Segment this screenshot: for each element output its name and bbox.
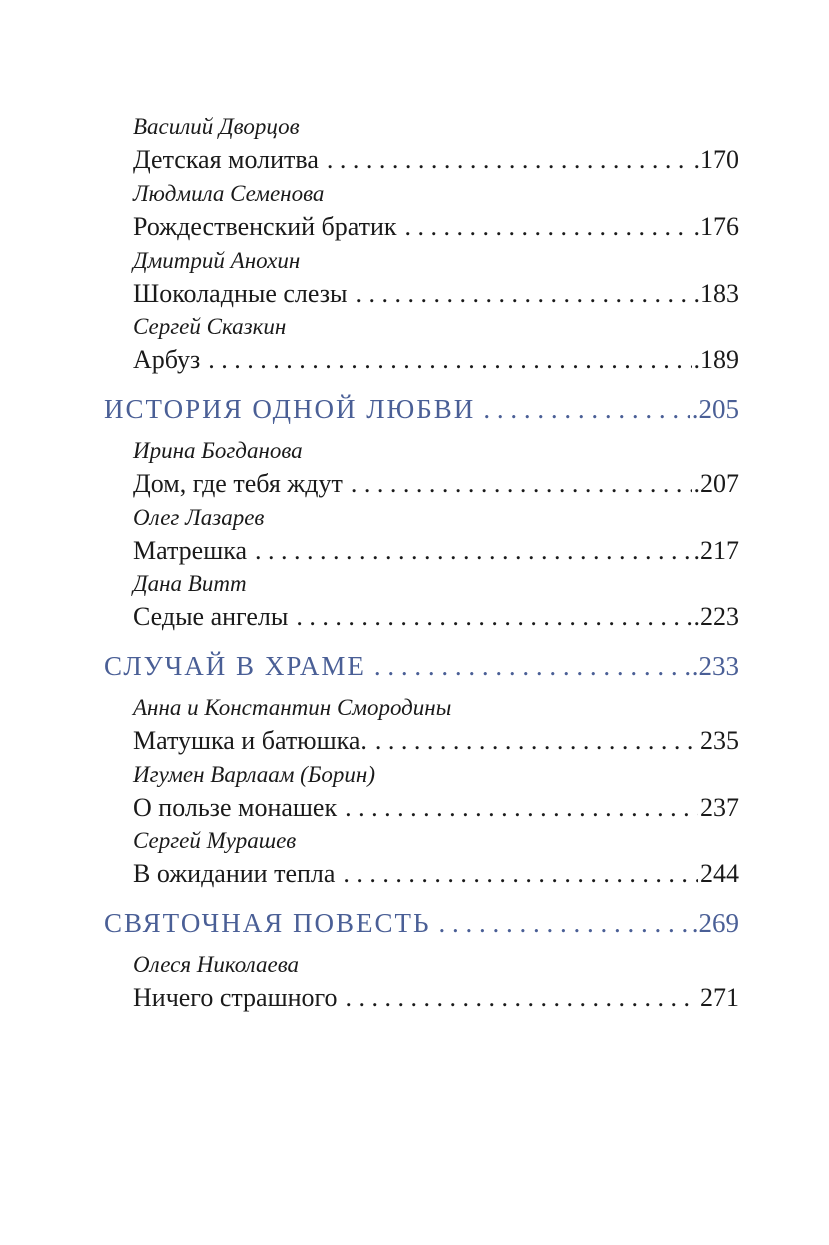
dot-leader [351, 469, 692, 499]
author-text: Олег Лазарев [133, 505, 265, 530]
entry-title: В ожидании тепла [133, 859, 336, 888]
page-number: .176 [693, 212, 739, 241]
author-text: Людмила Семенова [133, 181, 325, 206]
section-heading[interactable] [104, 394, 739, 425]
toc-entry[interactable] [133, 602, 739, 632]
entry-title: Ничего страшного [133, 983, 338, 1012]
dot-leader [208, 345, 691, 375]
toc-entry[interactable] [133, 983, 739, 1013]
author-text: Ирина Богданова [133, 438, 303, 463]
page-number: .170 [693, 145, 739, 174]
author-name [133, 828, 296, 854]
author-name [133, 695, 451, 721]
page-number: 237 [700, 793, 739, 822]
author-name [133, 505, 264, 531]
page-number: .205 [691, 394, 739, 424]
dot-leader [374, 651, 690, 682]
section-title: ИСТОРИЯ ОДНОЙ ЛЮБВИ [104, 394, 476, 424]
dot-leader [346, 983, 698, 1013]
entry-title: Детская молитва [133, 145, 319, 174]
page-number: .207 [693, 469, 739, 498]
entry-title: Рождественский братик [133, 212, 397, 241]
toc-entry[interactable] [133, 793, 739, 823]
toc-entry[interactable] [133, 345, 739, 375]
toc-entry[interactable] [133, 145, 739, 175]
dot-leader [345, 793, 698, 823]
section-heading[interactable] [104, 908, 739, 939]
page-number: .233 [691, 651, 739, 681]
entry-title: Седые ангелы [133, 602, 289, 631]
dot-leader [343, 859, 698, 889]
toc-entry[interactable] [133, 212, 739, 242]
dot-leader [438, 908, 689, 939]
toc-entry[interactable] [133, 469, 739, 499]
dot-leader [405, 212, 692, 242]
page-number: .183 [693, 279, 739, 308]
author-text: Сергей Мурашев [133, 828, 297, 853]
entry-title: О пользе монашек [133, 793, 338, 822]
entry-title: Матрешка [133, 536, 248, 565]
author-name [133, 571, 247, 597]
page-number: .269 [691, 908, 739, 938]
toc-entry[interactable] [133, 859, 739, 889]
author-text: Игумен Варлаам (Борин) [133, 762, 375, 787]
author-name [133, 181, 324, 207]
entry-title: Арбуз [133, 345, 201, 374]
dot-leader [296, 602, 691, 632]
section-title: СВЯТОЧНАЯ ПОВЕСТЬ [104, 908, 431, 938]
toc-entry[interactable] [133, 279, 739, 309]
dot-leader [483, 394, 689, 425]
page-number: .223 [693, 602, 739, 631]
author-text: Василий Дворцов [133, 114, 300, 139]
entry-title: Матушка и батюшка. [133, 726, 367, 755]
author-name [133, 438, 303, 464]
page-number: .217 [693, 536, 739, 565]
dot-leader [375, 726, 698, 756]
page-number: 235 [700, 726, 739, 755]
author-name [133, 114, 300, 140]
author-text: Дана Витт [133, 571, 247, 596]
dot-leader [255, 536, 691, 566]
page-number: 271 [700, 983, 739, 1012]
page-number: 244 [700, 859, 739, 888]
author-name [133, 248, 300, 274]
dot-leader [355, 279, 691, 309]
entry-title: Дом, где тебя ждут [133, 469, 343, 498]
section-heading[interactable] [104, 651, 739, 682]
author-name [133, 952, 299, 978]
author-name [133, 314, 286, 340]
author-text: Сергей Сказкин [133, 314, 287, 339]
dot-leader [327, 145, 692, 175]
author-text: Дмитрий Анохин [133, 248, 301, 273]
page-number: .189 [693, 345, 739, 374]
toc-entry[interactable] [133, 536, 739, 566]
author-name [133, 762, 375, 788]
author-text: Анна и Константин Смородины [133, 695, 452, 720]
author-text: Олеся Николаева [133, 952, 300, 977]
entry-title: Шоколадные слезы [133, 279, 348, 308]
toc-entry[interactable] [133, 726, 739, 756]
section-title: СЛУЧАЙ В ХРАМЕ [104, 651, 366, 681]
